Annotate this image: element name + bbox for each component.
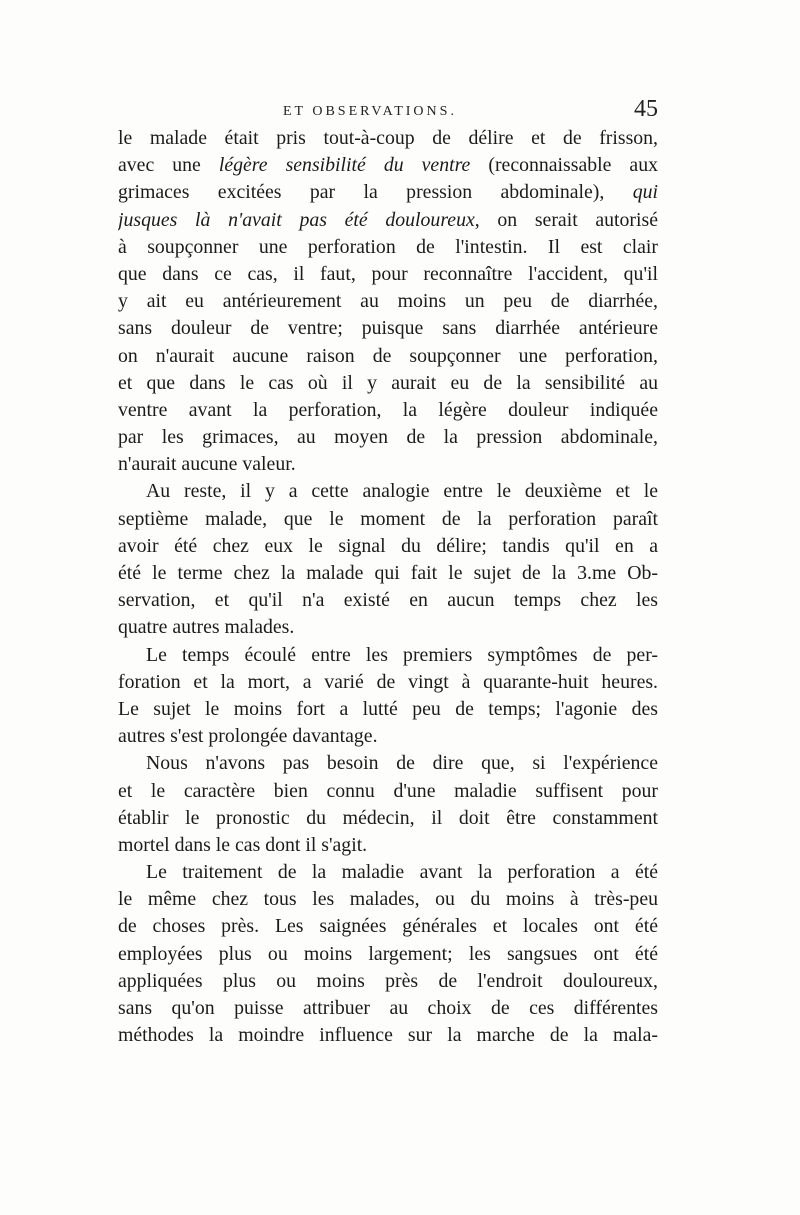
running-title: ET OBSERVATIONS. bbox=[283, 104, 457, 119]
text-run: n'aurait aucune valeur. bbox=[118, 453, 296, 476]
text-run: , on serait autorisé bbox=[474, 208, 658, 231]
text-run: (reconnaissable aux bbox=[470, 154, 658, 177]
text-line bbox=[118, 696, 658, 723]
text-line bbox=[118, 451, 658, 478]
text-line bbox=[118, 152, 658, 179]
text-line bbox=[118, 179, 658, 206]
text-line bbox=[118, 234, 658, 261]
text-run: ventre avant la perforation, la légère douleur indiquée bbox=[118, 398, 658, 421]
text-run: grimaces excitées par la pression abdominale), bbox=[118, 181, 633, 204]
text-line bbox=[118, 778, 658, 805]
text-run: le malade était pris tout-à-coup de délire et de frisson, bbox=[118, 127, 658, 149]
text-run: et que dans le cas où il y aurait eu de la sensibilité au bbox=[118, 371, 658, 394]
text-run: méthodes la moindre influence sur la marche de la mala- bbox=[118, 1024, 658, 1047]
italic-run: légère sensibilité du ventre bbox=[218, 154, 471, 177]
page-number: 45 bbox=[634, 96, 658, 122]
text-line bbox=[118, 506, 658, 533]
text-run: mortel dans le cas dont il s'agit. bbox=[118, 833, 368, 856]
text-line bbox=[118, 397, 658, 424]
text-run: servation, et qu'il n'a existé en aucun temps chez les bbox=[118, 589, 658, 612]
text-run: employées plus ou moins largement; les sangsues ont été bbox=[118, 942, 658, 965]
text-run: Nous n'avons pas besoin de dire que, si l'expérience bbox=[146, 752, 658, 775]
text-run: à soupçonner une perforation de l'intestin. Il est clair bbox=[118, 235, 658, 258]
text-run: sans qu'on puisse attribuer au choix de ces différentes bbox=[118, 997, 658, 1019]
text-line bbox=[118, 370, 658, 397]
text-line bbox=[118, 315, 658, 342]
text-run: que dans ce cas, il faut, pour reconnaître l'accident, qu'il bbox=[118, 262, 658, 285]
text-line bbox=[118, 859, 658, 886]
text-line bbox=[118, 886, 658, 913]
text-run: avoir été chez eux le signal du délire; tandis qu'il en a bbox=[118, 534, 658, 557]
text-line bbox=[118, 941, 658, 968]
text-line bbox=[118, 560, 658, 587]
text-line bbox=[118, 723, 658, 750]
text-run: Au reste, il y a cette analogie entre le deuxième et le bbox=[146, 480, 658, 503]
text-line bbox=[118, 587, 658, 614]
text-line bbox=[118, 533, 658, 560]
text-run: Le sujet le moins fort a lutté peu de temps; l'agonie des bbox=[118, 697, 658, 720]
italic-run: qui bbox=[632, 181, 658, 204]
text-run: autres s'est prolongée davantage. bbox=[118, 725, 378, 748]
text-run: foration et la mort, a varié de vingt à quarante-huit heures. bbox=[118, 670, 658, 693]
text-line bbox=[118, 832, 658, 859]
text-run: sans douleur de ventre; puisque sans diarrhée antérieure bbox=[118, 317, 658, 340]
text-run: Le traitement de la maladie avant la perforation a été bbox=[146, 861, 658, 884]
text-run: septième malade, que le moment de la perforation paraît bbox=[118, 507, 658, 530]
text-line bbox=[118, 261, 658, 288]
text-line bbox=[118, 1022, 658, 1049]
text-run: appliquées plus ou moins près de l'endroit douloureux, bbox=[118, 969, 658, 992]
text-run: on n'aurait aucune raison de soupçonner une perforation, bbox=[118, 344, 658, 367]
body-text bbox=[118, 125, 658, 1049]
text-line bbox=[118, 968, 658, 995]
text-line bbox=[118, 207, 658, 234]
text-line bbox=[118, 995, 658, 1022]
text-run: le même chez tous les malades, ou du moins à très-peu bbox=[118, 888, 658, 911]
italic-run: jusques là n'avait pas été douloureux bbox=[118, 208, 475, 231]
text-run: de choses près. Les saignées générales et locales ont été bbox=[118, 915, 658, 938]
text-line bbox=[118, 805, 658, 832]
text-run: avec une bbox=[118, 154, 219, 177]
text-line bbox=[118, 424, 658, 451]
text-run: Le temps écoulé entre les premiers symptômes de per- bbox=[146, 643, 658, 666]
text-line bbox=[118, 125, 658, 152]
text-run: y ait eu antérieurement au moins un peu de diarrhée, bbox=[118, 290, 658, 313]
text-line bbox=[118, 343, 658, 370]
text-line bbox=[118, 614, 658, 641]
text-line bbox=[118, 288, 658, 315]
text-run: été le terme chez la malade qui fait le sujet de la 3.me Ob- bbox=[118, 562, 658, 584]
text-run: et le caractère bien connu d'une maladie suffisent pour bbox=[118, 779, 658, 802]
text-run: établir le pronostic du médecin, il doit être constamment bbox=[118, 806, 658, 829]
text-line bbox=[118, 750, 658, 777]
text-line bbox=[118, 642, 658, 669]
text-run: par les grimaces, au moyen de la pression abdominale, bbox=[118, 426, 658, 449]
text-run: quatre autres malades. bbox=[118, 616, 295, 639]
text-line bbox=[118, 913, 658, 940]
text-line bbox=[118, 478, 658, 505]
text-line bbox=[118, 669, 658, 696]
